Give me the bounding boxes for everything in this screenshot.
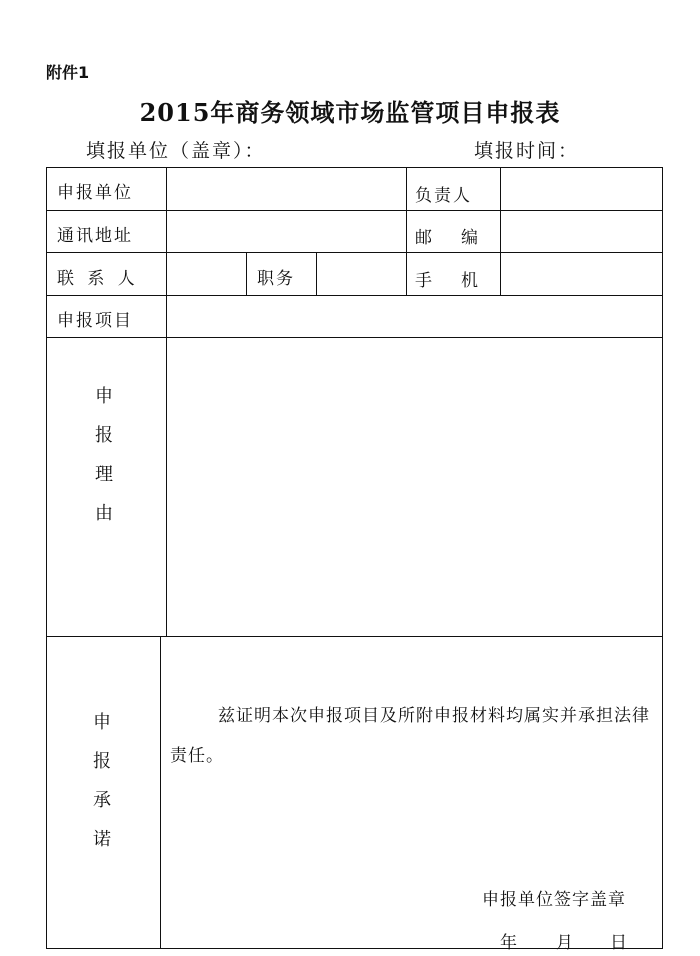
row-divider bbox=[46, 636, 663, 637]
form-title: 2015年商务领域市场监管项目申报表 bbox=[139, 98, 561, 127]
fill-time-label: 填报时间： bbox=[474, 140, 580, 162]
promise-label-char: 报 bbox=[93, 751, 111, 772]
promise-statement: 兹证明本次申报项目及所附申报材料均属实并承担法律责任。 bbox=[170, 706, 650, 766]
column-divider bbox=[160, 636, 161, 949]
date-month-label: 月 bbox=[556, 933, 573, 953]
mobile-label: 手 机 bbox=[415, 271, 484, 291]
reason-label-char: 由 bbox=[95, 503, 113, 524]
position-label: 职务 bbox=[257, 269, 295, 289]
project-label: 申报项目 bbox=[57, 311, 133, 331]
row-divider bbox=[46, 252, 663, 253]
reason-field[interactable] bbox=[168, 340, 660, 634]
row-divider bbox=[46, 295, 663, 296]
promise-label-char: 申 bbox=[93, 712, 111, 733]
person-in-charge-field[interactable] bbox=[502, 170, 660, 208]
person-in-charge-label: 负责人 bbox=[415, 186, 472, 206]
contact-label: 联 系 人 bbox=[57, 269, 139, 289]
attachment-label: 附件1 bbox=[46, 63, 90, 82]
date-year-label: 年 bbox=[500, 933, 517, 953]
postcode-field[interactable] bbox=[502, 213, 660, 250]
address-field[interactable] bbox=[168, 213, 404, 250]
date-day-label: 日 bbox=[610, 933, 627, 953]
column-divider bbox=[166, 167, 167, 637]
column-divider bbox=[246, 252, 247, 295]
promise-label-char: 承 bbox=[93, 790, 111, 811]
postcode-label: 邮 编 bbox=[415, 228, 484, 248]
applicant-unit-field[interactable] bbox=[168, 170, 404, 208]
address-label: 通讯地址 bbox=[57, 226, 133, 246]
row-divider bbox=[46, 210, 663, 211]
table-border-top bbox=[46, 167, 663, 168]
table-border-left bbox=[46, 167, 47, 949]
signature-label: 申报单位签字盖章 bbox=[482, 890, 626, 910]
reason-label-char: 理 bbox=[95, 464, 113, 485]
fill-unit-label: 填报单位（盖章）： bbox=[86, 140, 266, 162]
column-divider bbox=[406, 167, 407, 295]
mobile-field[interactable] bbox=[502, 255, 660, 293]
project-field[interactable] bbox=[168, 298, 660, 335]
table-border-right bbox=[662, 167, 663, 949]
column-divider bbox=[500, 167, 501, 295]
position-field[interactable] bbox=[318, 255, 404, 293]
promise-label bbox=[90, 703, 114, 859]
promise-label-char: 诺 bbox=[93, 829, 111, 850]
row-divider bbox=[46, 337, 663, 338]
reason-label-char: 申 bbox=[95, 386, 113, 407]
reason-label bbox=[92, 377, 116, 533]
column-divider bbox=[316, 252, 317, 295]
contact-field[interactable] bbox=[168, 255, 244, 293]
applicant-unit-label: 申报单位 bbox=[57, 183, 133, 203]
reason-label-char: 报 bbox=[95, 425, 113, 446]
